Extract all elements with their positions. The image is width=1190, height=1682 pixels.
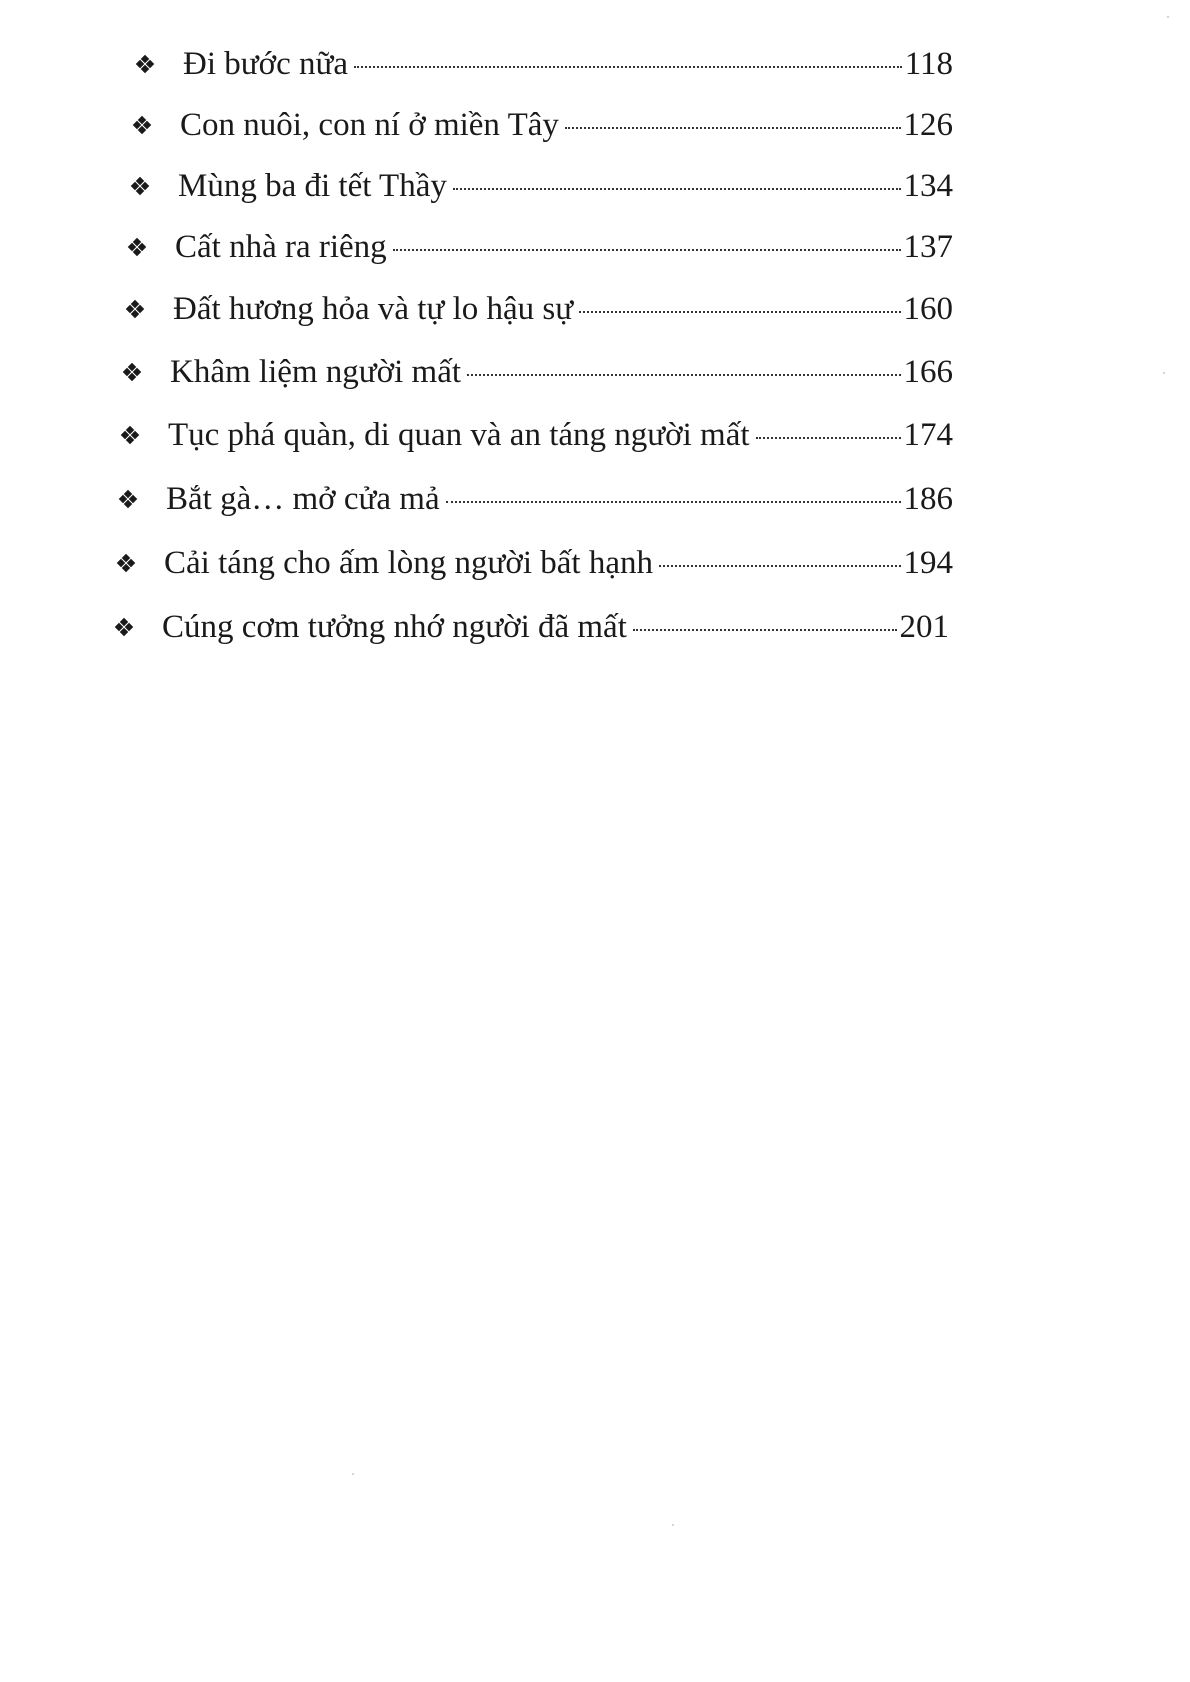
toc-entry-title: Tục phá quàn, di quan và an táng người mất — [168, 417, 750, 453]
toc-entry — [122, 411, 953, 459]
dot-leader — [354, 66, 902, 68]
scan-speck — [1163, 372, 1165, 374]
toc-entry-title: Con nuôi, con ní ở miền Tây — [180, 107, 559, 143]
dot-leader — [565, 127, 901, 129]
toc-entry-title: Khâm liệm người mất — [170, 354, 462, 390]
toc-entry-title: Bắt gà… mở cửa mả — [166, 481, 440, 517]
toc-entry-title: Mùng ba đi tết Thầy — [178, 168, 447, 204]
toc-entry-page: 137 — [903, 229, 953, 265]
toc-entry — [129, 223, 953, 271]
four-diamond-bullet-icon — [120, 491, 136, 507]
dot-leader — [579, 311, 900, 313]
toc-entry-title: Cúng cơm tưởng nhớ người đã mất — [162, 609, 627, 645]
toc-entry-page: 174 — [903, 417, 953, 453]
toc-entry — [132, 162, 953, 210]
four-diamond-bullet-icon — [127, 301, 143, 317]
dot-leader — [453, 188, 901, 190]
dot-leader — [446, 501, 901, 503]
toc-entry-page: 118 — [904, 46, 953, 82]
toc-entry — [118, 539, 953, 587]
toc-entry-page: 186 — [903, 481, 953, 517]
toc-entry-page: 201 — [899, 609, 949, 645]
toc-entry — [116, 603, 949, 651]
four-diamond-bullet-icon — [116, 619, 132, 635]
toc-entry-page: 166 — [903, 354, 953, 390]
toc-entry — [124, 348, 953, 396]
toc-entry-page: 126 — [903, 107, 953, 143]
toc-entry — [137, 40, 953, 88]
toc-entry — [127, 285, 953, 333]
toc-entry — [120, 475, 953, 523]
toc-entry-page: 194 — [903, 545, 953, 581]
dot-leader — [756, 437, 901, 439]
four-diamond-bullet-icon — [132, 178, 148, 194]
toc-entry-title: Cất nhà ra riêng — [175, 229, 387, 265]
scan-speck — [352, 1473, 354, 1475]
four-diamond-bullet-icon — [124, 364, 140, 380]
scan-speck — [672, 1524, 674, 1526]
toc-entry-page: 160 — [903, 291, 953, 327]
four-diamond-bullet-icon — [137, 56, 153, 72]
four-diamond-bullet-icon — [129, 239, 145, 255]
toc-entry-page: 134 — [903, 168, 953, 204]
toc-entry-title: Đi bước nữa — [183, 46, 349, 82]
four-diamond-bullet-icon — [134, 117, 150, 133]
dot-leader — [633, 629, 897, 631]
scan-speck — [1167, 16, 1169, 18]
toc-entry-title: Đất hương hỏa và tự lo hậu sự — [173, 291, 574, 327]
toc-entry-title: Cải táng cho ấm lòng người bất hạnh — [164, 545, 653, 581]
dot-leader — [467, 374, 900, 376]
four-diamond-bullet-icon — [122, 427, 138, 443]
dot-leader — [659, 565, 901, 567]
toc-entry — [134, 101, 953, 149]
four-diamond-bullet-icon — [118, 555, 134, 571]
dot-leader — [393, 249, 901, 251]
